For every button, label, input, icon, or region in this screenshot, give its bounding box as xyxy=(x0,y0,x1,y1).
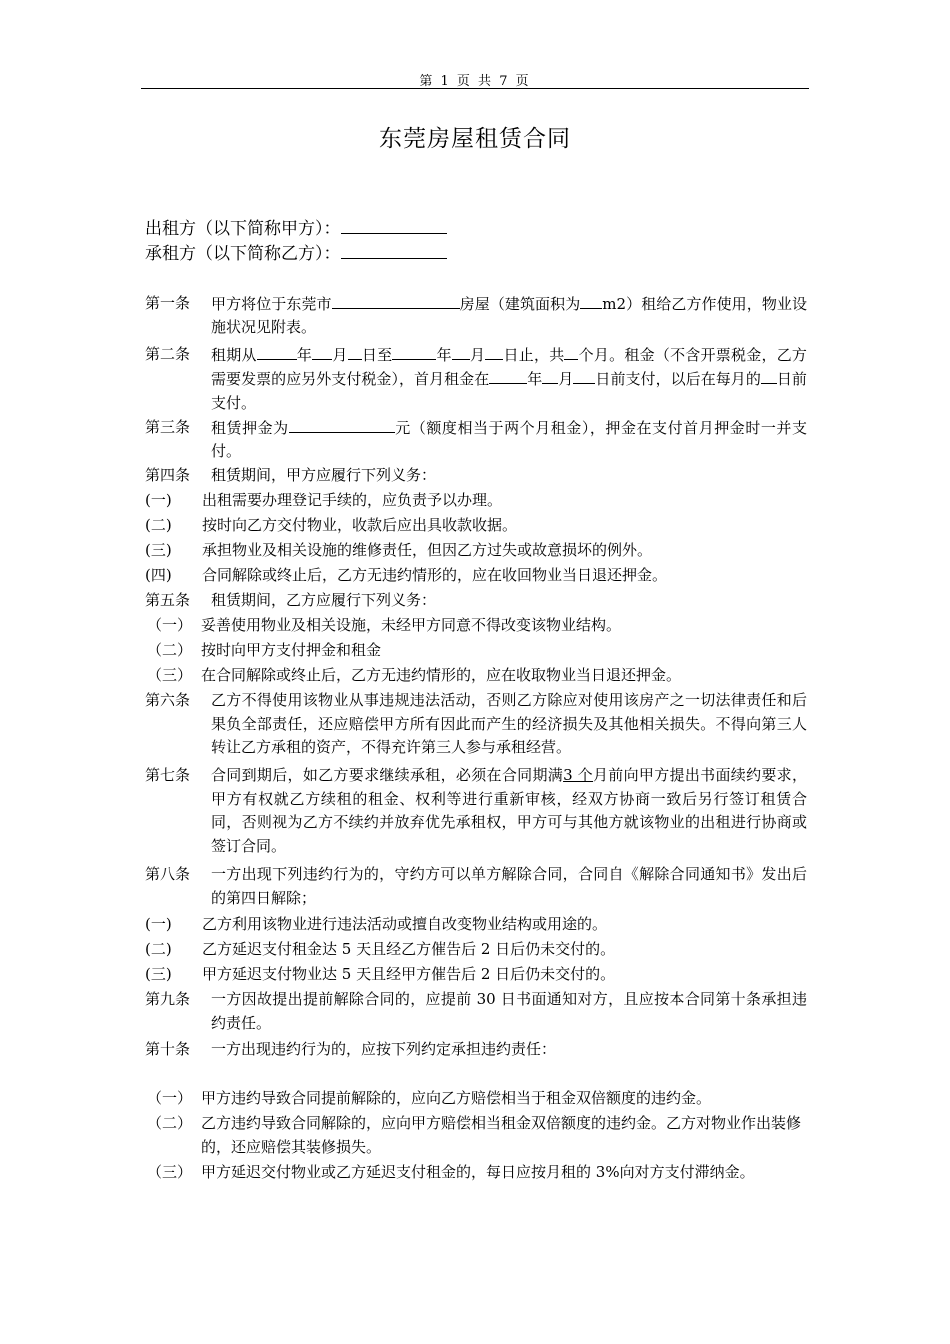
article-7 xyxy=(145,764,807,858)
list-item xyxy=(145,564,807,588)
notice-months-value: 3 个 xyxy=(563,766,593,784)
item-text: 承担物业及相关设施的维修责任，但因乙方过失或故意损坏的例外。 xyxy=(202,541,653,559)
article-body xyxy=(211,292,807,340)
article-text: 日至 xyxy=(361,345,393,364)
article-text: 日前支付。 xyxy=(211,370,807,412)
article-body: 一方出现下列违约行为的，守约方可以单方解除合同，合同自《解除合同通知书》发出后的第四日解除； xyxy=(211,865,807,907)
list-item xyxy=(145,489,807,513)
article-text: 甲方将位于东莞市 xyxy=(211,294,332,313)
article-text: 合同到期后，如乙方要求继续承租，必须在合同期满 xyxy=(211,766,564,784)
article-2 xyxy=(145,343,807,415)
item-number: （二） xyxy=(147,1114,193,1132)
article-label: 第二条 xyxy=(145,345,191,363)
list-item xyxy=(145,1112,807,1159)
end-day-blank[interactable] xyxy=(485,343,503,360)
start-day-blank[interactable] xyxy=(348,343,362,360)
item-text: 甲方延迟支付物业达 5 天且经甲方催告后 2 日后仍未交付的。 xyxy=(202,965,616,983)
lessee-line xyxy=(145,239,447,264)
article-label: 第三条 xyxy=(145,418,191,436)
item-text: 乙方利用该物业进行违法活动或擅自改变物业结构或用途的。 xyxy=(202,915,608,933)
end-year-blank[interactable] xyxy=(392,343,436,360)
article-10 xyxy=(145,1038,807,1062)
lessee-blank[interactable] xyxy=(341,240,447,259)
item-number: （一） xyxy=(147,1089,193,1107)
item-text: 按时向乙方交付物业，收款后应出具收款收据。 xyxy=(202,516,518,534)
monthly-day-blank[interactable] xyxy=(761,367,777,384)
item-number: （三） xyxy=(147,666,193,684)
lessee-label: 承租方（以下简称乙方）： xyxy=(145,244,341,264)
article-label: 第一条 xyxy=(145,294,191,312)
item-text: 妥善使用物业及相关设施，未经甲方同意不得改变该物业结构。 xyxy=(201,616,622,634)
page-header: 第 1 页 共 7 页 xyxy=(419,74,531,89)
first-rent-month-blank[interactable] xyxy=(542,367,558,384)
address-blank[interactable] xyxy=(332,292,460,309)
article-text: 日止，共 xyxy=(503,345,565,364)
article-body: 租赁期间，甲方应履行下列义务： xyxy=(211,466,437,484)
article-text: 年 xyxy=(436,345,452,364)
item-number: (三) xyxy=(145,965,172,983)
article-text: 元（额度相当于两个月租金），押金在支付首月押金时一并支付。 xyxy=(211,418,807,461)
article-text: 月 xyxy=(469,345,486,364)
list-item xyxy=(145,1087,807,1111)
item-number: （一） xyxy=(147,616,193,634)
article-text: 日前支付，以后在每月的 xyxy=(595,370,761,388)
area-blank[interactable] xyxy=(580,292,602,309)
article-label: 第七条 xyxy=(145,766,191,784)
first-rent-day-blank[interactable] xyxy=(573,367,595,384)
item-number: (一) xyxy=(145,915,172,933)
article-text: 年 xyxy=(296,345,313,364)
article-label: 第十条 xyxy=(145,1040,191,1058)
deposit-blank[interactable] xyxy=(289,416,395,433)
article-text: 租期从 xyxy=(211,345,257,364)
item-text: 在合同解除或终止后，乙方无违约情形的，应在收取物业当日退还押金。 xyxy=(201,666,682,684)
article-3 xyxy=(145,416,807,464)
start-month-blank[interactable] xyxy=(312,343,332,360)
list-item xyxy=(145,514,807,538)
article-text: 月前向甲方提出书面续约要求，甲方有权就乙方续租的租金、权利等进行重新审核，经双方协商一致后另行签订租赁合同，否则视为乙方不续约并放弃优先承租权，甲方可与其他方就该物业的出租进行协商或签订合同。 xyxy=(211,766,807,855)
article-text: 年 xyxy=(527,370,543,388)
article-text: 个月。租金（不含开票税金，乙方需要发票的应另外支付税金），首月租金在 xyxy=(211,345,807,388)
article-label: 第五条 xyxy=(145,591,191,609)
article-text: 租赁押金为 xyxy=(211,418,289,437)
article-text: 月 xyxy=(332,345,348,364)
article-4 xyxy=(145,464,807,488)
list-item xyxy=(145,539,807,563)
item-text: 乙方违约导致合同解除的，应向甲方赔偿相当租金双倍额度的违约金。乙方对物业作出装修的，还应赔偿其装修损失。 xyxy=(201,1114,802,1156)
item-number: (二) xyxy=(145,516,172,534)
article-5 xyxy=(145,589,807,613)
first-rent-year-blank[interactable] xyxy=(489,367,527,384)
item-text: 出租需要办理登记手续的，应负责予以办理。 xyxy=(202,491,503,509)
lessor-line xyxy=(145,214,447,239)
start-year-blank[interactable] xyxy=(257,343,297,360)
article-label: 第八条 xyxy=(145,865,191,883)
item-text: 乙方延迟支付租金达 5 天且经乙方催告后 2 日后仍未交付的。 xyxy=(202,940,616,958)
item-number: (四) xyxy=(145,566,172,584)
list-item xyxy=(145,664,807,688)
article-8 xyxy=(145,863,807,910)
article-body: 租赁期间，乙方应履行下列义务： xyxy=(211,591,437,609)
article-body: 一方出现违约行为的，应按下列约定承担违约责任： xyxy=(211,1040,557,1058)
item-number: (一) xyxy=(145,491,172,509)
item-text: 按时向甲方支付押金和租金 xyxy=(201,641,382,659)
article-text: m2）租给乙方作使用，物业设施状况见附表。 xyxy=(211,294,807,337)
item-number: (三) xyxy=(145,541,172,559)
article-body xyxy=(211,416,807,464)
article-text: 月 xyxy=(558,370,574,388)
item-number: （三） xyxy=(147,1163,193,1181)
item-text: 甲方违约导致合同提前解除的，应向乙方赔偿相当于租金双倍额度的违约金。 xyxy=(201,1089,712,1107)
article-9 xyxy=(145,988,807,1035)
article-body: 乙方不得使用该物业从事违规违法活动，否则乙方除应对使用该房产之一切法律责任和后果负全部责任，还应赔偿甲方所有因此而产生的经济损失及其他相关损失。不得向第三人转让乙方承租的资产，不得充许第三人参与承租经营。 xyxy=(211,691,807,756)
list-item xyxy=(145,963,807,987)
article-body xyxy=(211,343,807,415)
article-label: 第六条 xyxy=(145,691,191,709)
list-item xyxy=(145,1161,807,1185)
article-label: 第九条 xyxy=(145,990,191,1008)
article-body xyxy=(211,764,807,858)
document-title: 东莞房屋租赁合同 xyxy=(379,126,571,152)
list-item xyxy=(145,913,807,937)
item-number: （二） xyxy=(147,641,193,659)
article-body: 一方因故提出提前解除合同的，应提前 30 日书面通知对方，且应按本合同第十条承担违约责任。 xyxy=(211,990,807,1032)
article-6 xyxy=(145,689,807,760)
lessor-blank[interactable] xyxy=(341,215,447,234)
list-item xyxy=(145,938,807,962)
item-text: 甲方延迟交付物业或乙方延迟支付租金的，每日应按月租的 3%向对方支付滞纳金。 xyxy=(201,1163,755,1181)
article-1 xyxy=(145,292,807,340)
end-month-blank[interactable] xyxy=(452,343,470,360)
item-text: 合同解除或终止后，乙方无违约情形的，应在收回物业当日退还押金。 xyxy=(202,566,668,584)
item-number: (二) xyxy=(145,940,172,958)
months-blank[interactable] xyxy=(564,343,578,360)
lessor-label: 出租方（以下简称甲方）： xyxy=(145,219,341,239)
list-item xyxy=(145,614,807,638)
article-text: 房屋（建筑面积为 xyxy=(459,294,581,313)
list-item xyxy=(145,639,807,663)
article-label: 第四条 xyxy=(145,466,191,484)
header-divider xyxy=(141,88,809,89)
